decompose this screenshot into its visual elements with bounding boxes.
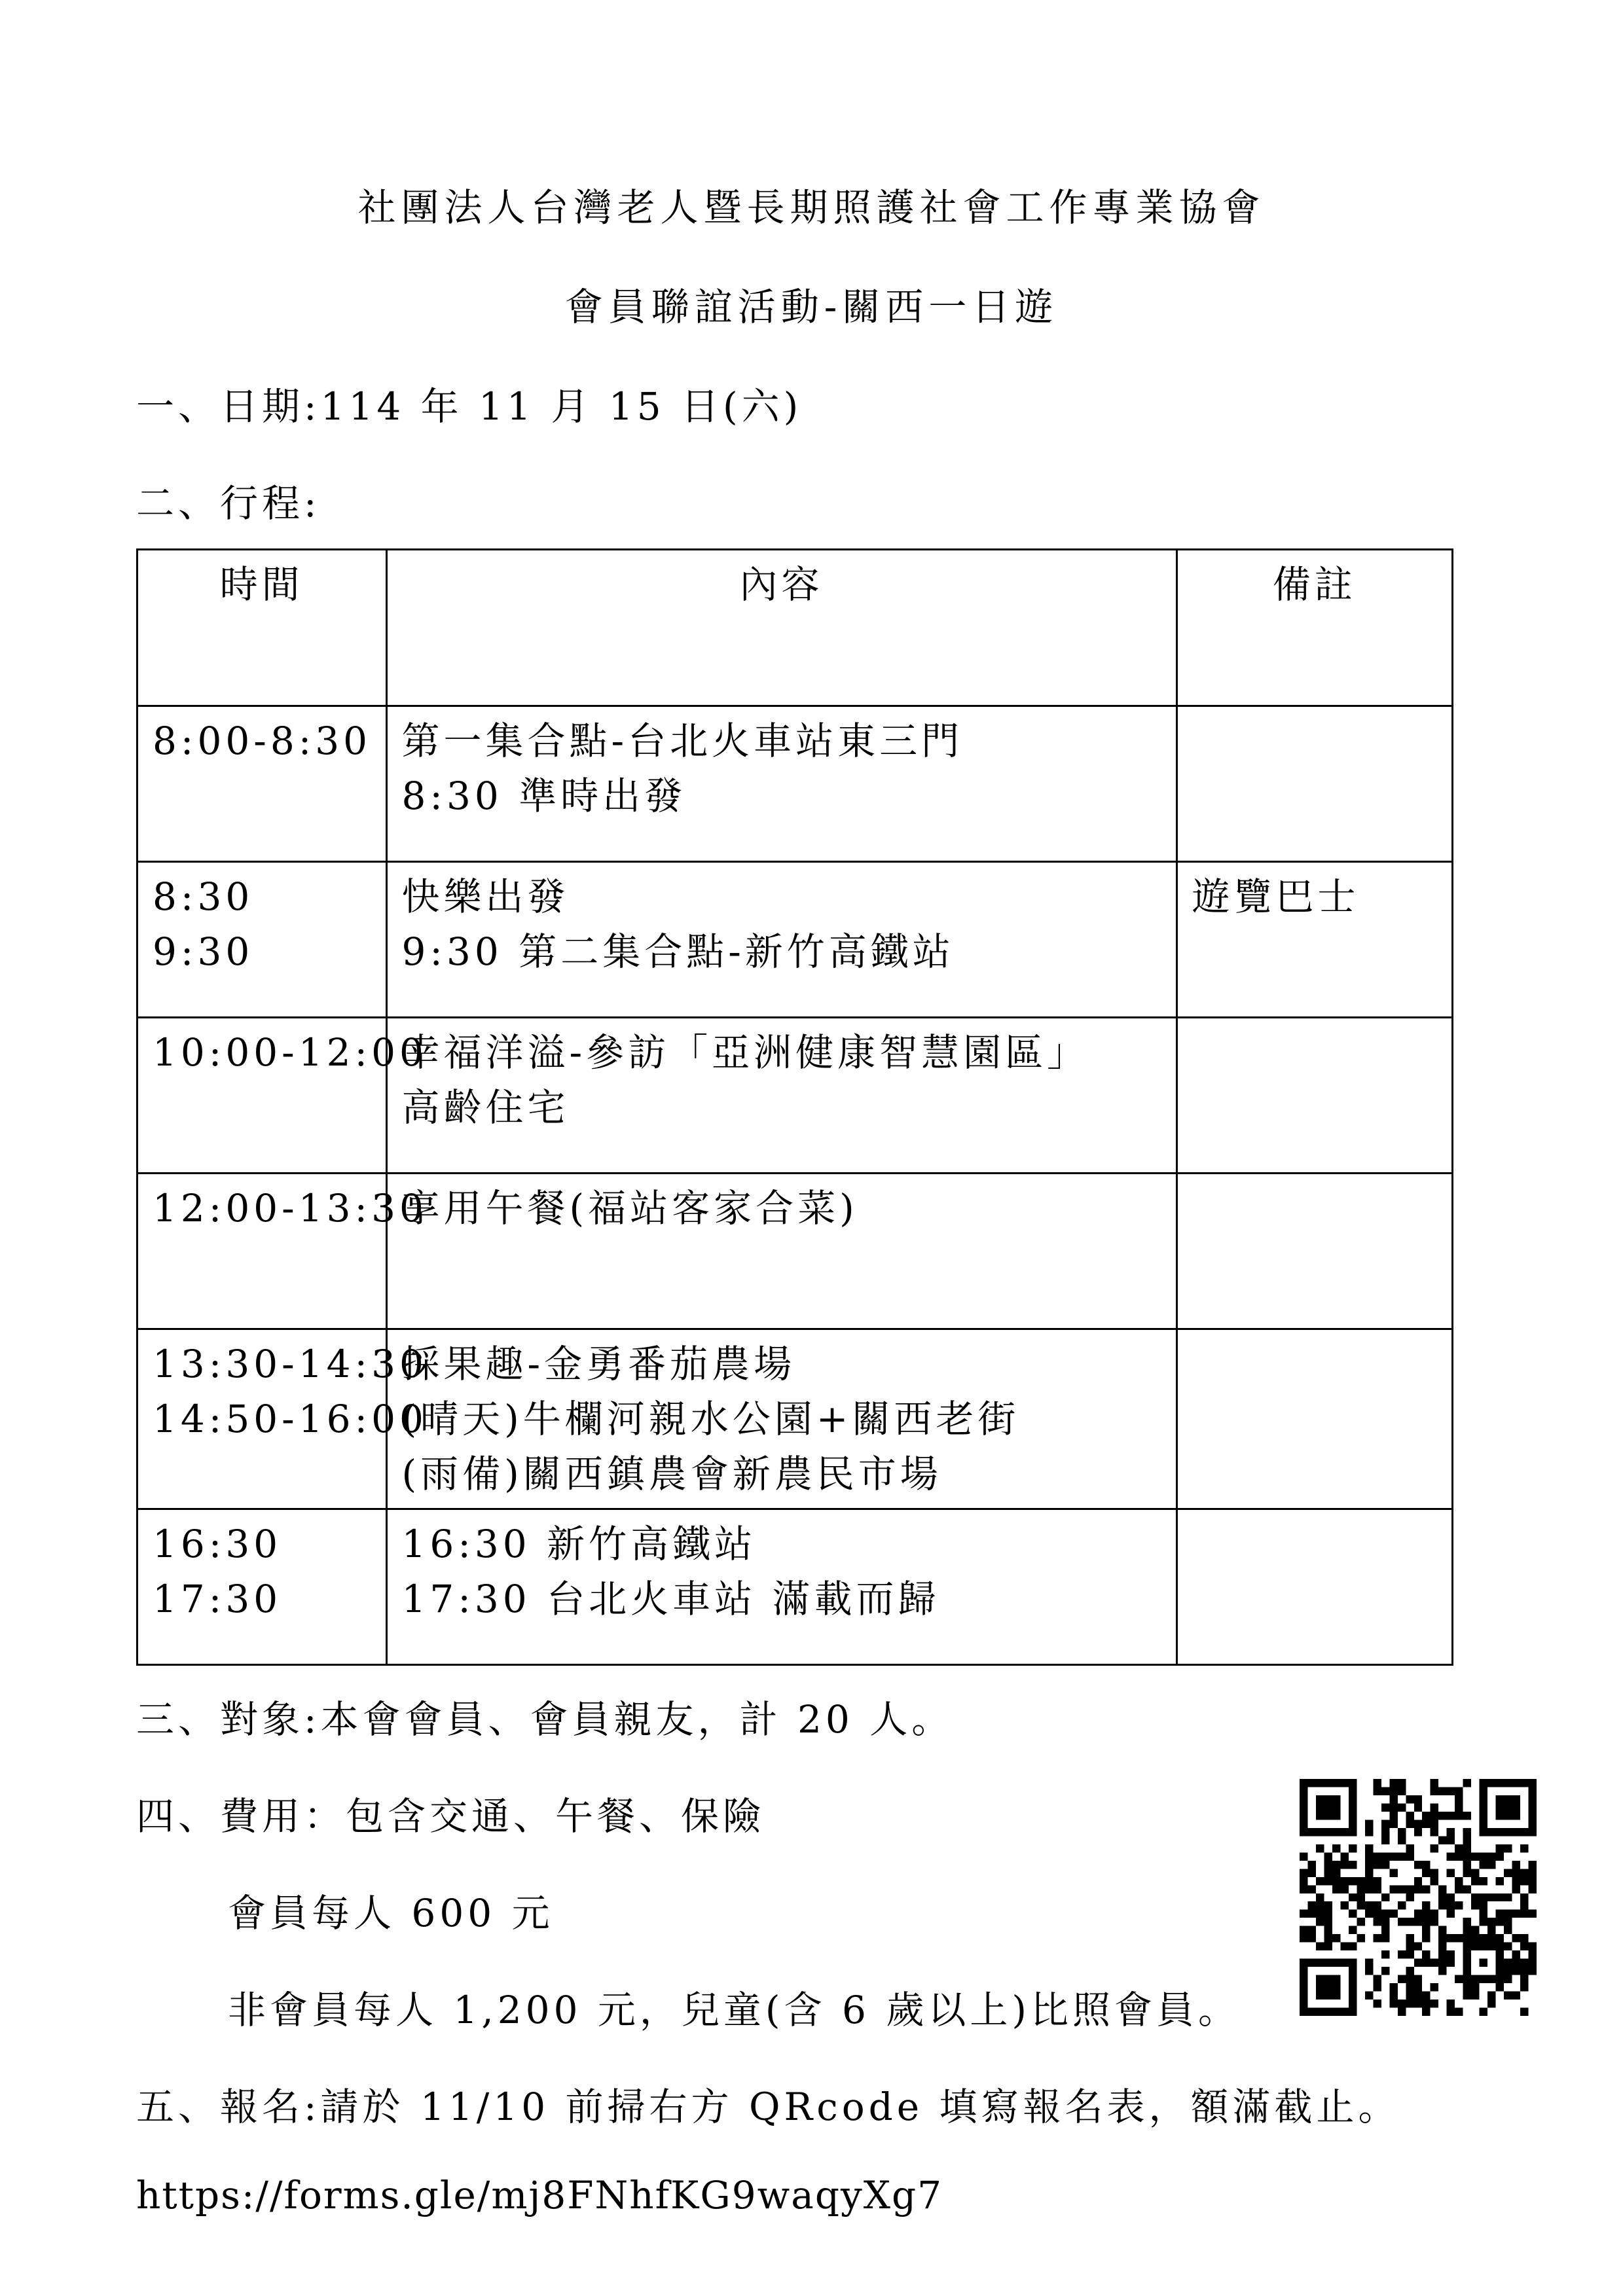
content-text: 高齡住宅	[401, 1085, 570, 1130]
note-cell	[1176, 1329, 1452, 1509]
schedule-table	[136, 548, 1453, 1666]
table-row	[137, 1174, 1453, 1329]
time-cell	[137, 706, 387, 862]
org-title: 社團法人台灣老人暨長期照護社會工作專業協會	[357, 185, 1266, 230]
qr-code-icon[interactable]	[1300, 1779, 1537, 2016]
header-time: 時間	[137, 550, 387, 706]
table-row	[137, 1509, 1453, 1665]
fee-nonmember-line: 非會員每人 1,200 元，兒童(含 6 歲以上)比照會員。	[228, 1988, 1240, 2032]
time-text: 17:30	[153, 1577, 282, 1621]
target-line: 三、對象:本會會員、會員親友，計 20 人。	[136, 1697, 954, 1742]
time-text: 16:30	[153, 1522, 282, 1566]
note-cell	[1176, 1018, 1452, 1174]
note-cell	[1176, 1509, 1452, 1665]
content-text: 17:30 台北火車站 滿載而歸	[401, 1577, 940, 1621]
signup-url[interactable]: https://forms.gle/mj8FNhfKG9waqyXg7	[136, 2173, 943, 2217]
signup-line: 五、報名:請於 11/10 前掃右方 QRcode 填寫報名表，額滿截止。	[136, 2085, 1400, 2129]
content-text: 採果趣-金勇番茄農場	[401, 1342, 796, 1386]
note-cell: 遊覽巴士	[1176, 862, 1452, 1018]
fee-line: 四、費用：包含交通、午餐、保險	[136, 1794, 765, 1839]
time-text: 10:00-12:00	[153, 1030, 428, 1075]
time-cell	[137, 1329, 428, 1509]
content-text: 幸福洋溢-參訪「亞洲健康智慧園區」	[401, 1030, 1089, 1075]
time-text: 8:30	[153, 874, 254, 919]
header-note: 備註	[1176, 550, 1452, 706]
content-cell	[386, 1509, 1176, 1665]
content-text: (雨備)關西鎮農會新農民市場	[401, 1452, 942, 1496]
time-cell	[137, 1018, 428, 1174]
table-header-row	[137, 550, 1453, 706]
time-text: 12:00-13:30	[153, 1186, 428, 1230]
content-text: 16:30 新竹高鐵站	[401, 1522, 757, 1566]
time-text: 13:30-14:30	[153, 1342, 428, 1386]
time-text: 9:30	[153, 929, 254, 974]
table-row	[137, 706, 1453, 862]
content-cell	[386, 1329, 1176, 1509]
content-cell	[386, 1018, 1176, 1174]
time-text: 8:00-8:30	[153, 719, 372, 763]
itinerary-heading: 二、行程:	[136, 481, 321, 526]
content-text: (晴天)牛欄河親水公園+關西老街	[401, 1397, 1020, 1441]
content-text: 快樂出發	[401, 874, 570, 919]
table-row	[137, 1018, 1453, 1174]
content-cell	[386, 862, 1176, 1018]
content-text: 9:30 第二集合點-新竹高鐵站	[401, 929, 955, 974]
content-text: 享用午餐(福站客家合菜)	[401, 1186, 858, 1230]
time-cell	[137, 1174, 428, 1329]
content-text: 8:30 準時出發	[401, 774, 687, 818]
content-cell	[386, 706, 1176, 862]
table-row	[137, 862, 1453, 1018]
time-cell	[137, 1509, 387, 1665]
content-text: 第一集合點-台北火車站東三門	[401, 719, 964, 763]
note-cell	[1176, 1174, 1452, 1329]
note-cell	[1176, 706, 1452, 862]
date-line: 一、日期:114 年 11 月 15 日(六)	[136, 384, 803, 429]
time-cell	[137, 862, 387, 1018]
time-text: 14:50-16:00	[153, 1397, 428, 1441]
fee-member-line: 會員每人 600 元	[228, 1891, 554, 1935]
content-cell	[386, 1174, 1176, 1329]
header-content: 內容	[386, 550, 1176, 706]
event-title: 會員聯誼活動-關西一日遊	[564, 285, 1059, 329]
table-row	[137, 1329, 1453, 1509]
